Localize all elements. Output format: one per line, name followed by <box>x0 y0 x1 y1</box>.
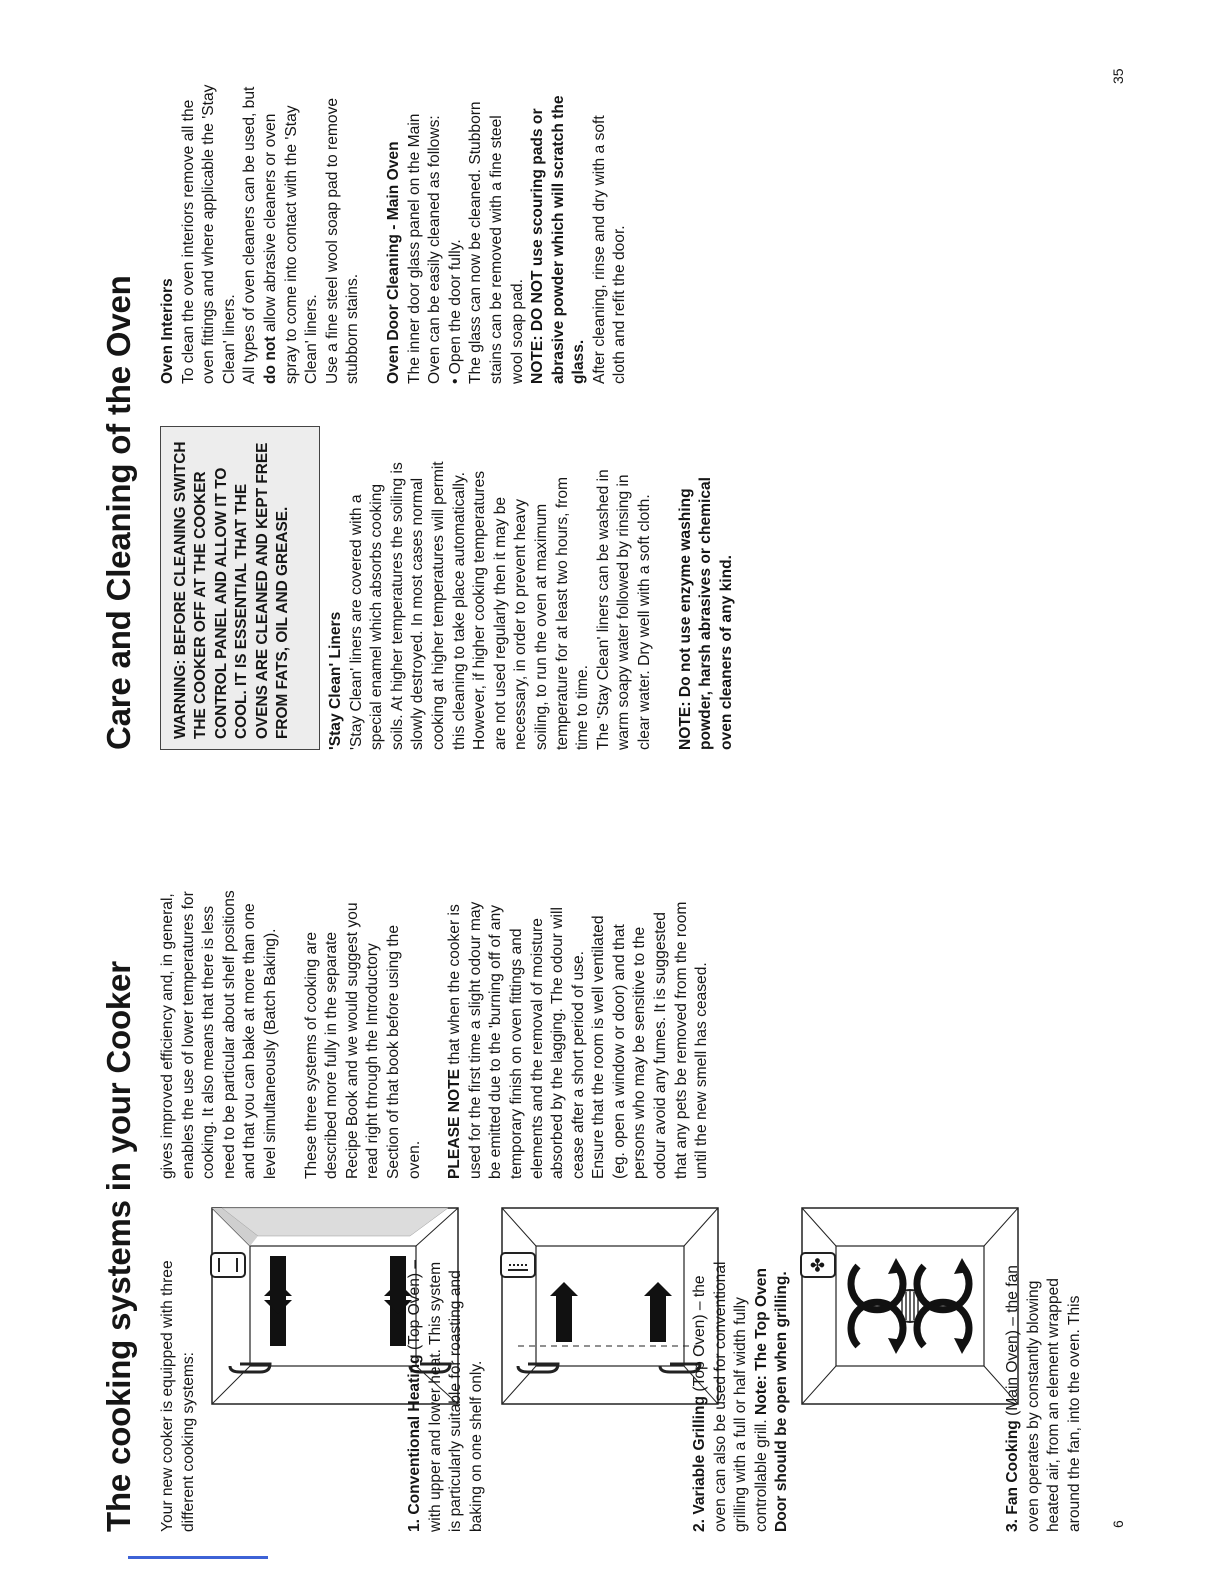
interiors-text-2: All types of oven cleaners can be used, but do not allow abrasive cleaners or oven spray to come into contact with the 'Stay Clean' liners. <box>241 86 321 384</box>
intro-text: Your new cooker is equipped with three different cooking systems: <box>159 1260 197 1532</box>
left-page-title: The cooking systems in your Cooker <box>100 961 137 1532</box>
right-column-1 <box>326 450 737 750</box>
interiors-text-3: Use a fine steel wool soap pad to remove stubborn stains. <box>323 97 362 384</box>
please-note-lead: PLEASE NOTE <box>446 1068 464 1179</box>
door-note: NOTE: DO NOT use scouring pads or abrasive powder which will scratch the glass. <box>529 95 588 384</box>
system-1-description: (Top Oven) – with upper and lower heat. This system is particularly suitable for roasting and baking on one shelf only. <box>406 1259 485 1532</box>
left-column-1 <box>158 1252 199 1532</box>
door-text-1: The inner door glass panel on the Main Oven can be easily cleaned as follows: <box>405 113 444 384</box>
liners-text-3: The 'Stay Clean' liners can be washed in warm soapy water followed by rinsing in clear water. Dry well with a soft cloth. <box>594 469 653 750</box>
right-page-title: Care and Cleaning of the Oven <box>100 275 137 750</box>
system-3-text <box>1003 1247 1085 1532</box>
please-note-text <box>445 889 589 1179</box>
liners-text-1: 'Stay Clean' liners are covered with a special enamel which absorbs cooking soils. At higher temperatures the soiling is slowly destroyed. In most cases normal cooking at higher temperatures will permit this cleaning to take place automatically. <box>347 461 468 750</box>
interiors-heading: Oven Interiors <box>159 278 176 384</box>
please-note-body: that when the cooker is used for the first time a slight odour may be emitted due to the 'burning off of any temporary finish on oven fittings and elements and the removal of moisture absorbed by the lagging. The odour will cease after a short period of use. <box>446 901 587 1179</box>
system-1-text <box>405 1252 487 1532</box>
liners-note: NOTE: Do not use enzyme washing powder, harsh abrasives or chemical oven cleaners of any kind. <box>676 476 735 750</box>
system-3-description: (Main Oven) – the fan oven operates by constantly blowing heated air, from an element wrapped around the fan, into the oven. This <box>1004 1265 1083 1532</box>
system-1-lead: 1. Conventional Heating <box>406 1354 423 1532</box>
door-text-3: After cleaning, rinse and dry with a soft cloth and refit the door. <box>590 115 629 384</box>
system-2-lead: 2. Variable Grilling <box>691 1395 708 1532</box>
door-text-2: The glass can now be cleaned. Stubborn stains can be removed with a fine steel wool soap pad. <box>467 101 526 384</box>
variable-grilling-illustration <box>500 1206 720 1406</box>
right-column-2 <box>158 79 631 384</box>
conventional-heating-icon <box>210 1252 246 1278</box>
fan-cooking-illustration <box>800 1206 1020 1406</box>
fan-cooking-icon: ✤ <box>800 1252 836 1278</box>
left-column-2 <box>158 889 713 1179</box>
variable-grilling-icon <box>500 1252 536 1278</box>
right-page-number: 35 <box>1110 68 1126 84</box>
recipe-book-text: These three systems of cooking are described more fully in the separate Recipe Book and we would suggest you read right through the Introductory Section of that book before using the oven. <box>302 902 423 1179</box>
warning-text: WARNING: BEFORE CLEANING SWITCH THE COOKER OFF AT THE COOKER CONTROL PANEL AND ALLOW IT TO COOL. IT IS ESSENTIAL THAT THE OVENS ARE CLEANED AND KEPT FREE FROM FATS, OIL AND GREASE. <box>172 441 292 739</box>
ventilation-text: Ensure that the room is well ventilated (eg. open a window or door) and that persons who may be sensitive to the odour avoid any fumes. It is suggested that any pets be removed from the room until the new smell has ceased. <box>590 901 711 1179</box>
fan-continued-text: gives improved efficiency and, in general, enables the use of lower temperatures for cooking. It also means that there is less need to be particular about shelf positions and that you can bake at more than one level simultaneously (Batch Baking). <box>159 890 279 1179</box>
door-heading: Oven Door Cleaning - Main Oven <box>384 141 402 384</box>
scan-edge-mark <box>128 1556 268 1559</box>
system-2-description: (Top Oven) – the oven can also be used for conventional grilling with a full or half width fully controllable grill. <box>691 1261 770 1532</box>
system-3-lead: 3. Fan Cooking <box>1004 1420 1021 1532</box>
system-2-text <box>690 1247 793 1532</box>
system-2-note: Note: The Top Oven Door should be open when grilling. <box>752 1268 791 1532</box>
left-page-number: 6 <box>1110 1520 1126 1528</box>
interiors-text-1: To clean the oven interiors remove all the oven fittings and where applicable the 'Stay Clean' liners. <box>179 84 238 384</box>
warning-box <box>160 426 320 750</box>
liners-text-2: However, if higher cooking temperatures are not used regularly then it may be necessary, in order to prevent heavy soiling, to run the oven at maximum temperature for at least two hours, from time to time. <box>471 470 592 750</box>
door-bullet: • Open the door fully. <box>446 239 464 384</box>
liners-heading: 'Stay Clean' Liners <box>327 611 344 750</box>
